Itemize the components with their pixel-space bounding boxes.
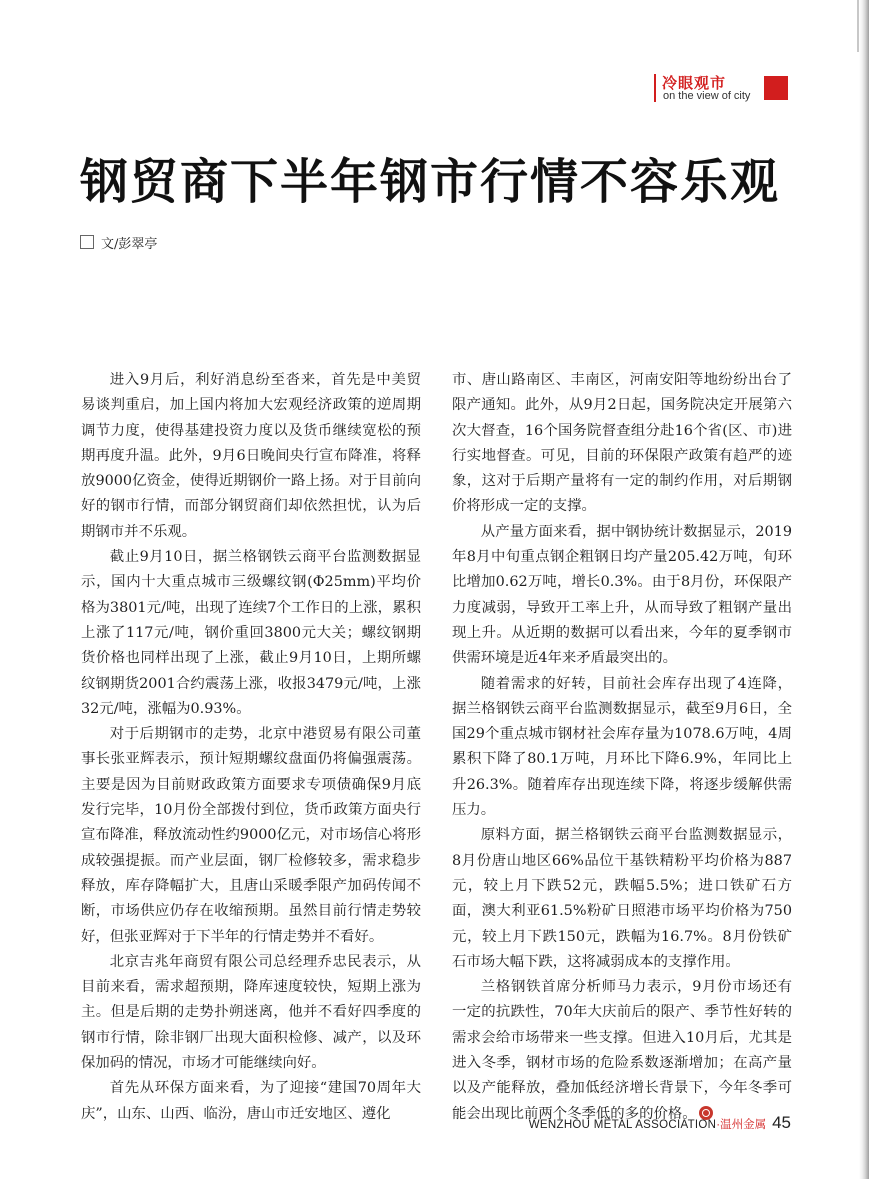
footer-organization: WENZHOU METAL ASSOCIATION (528, 1119, 717, 1131)
paragraph: 随着需求的好转，目前社会库存出现了4连降，据兰格钢铁云商平台监测数据显示，截至9月6日，全国29个重点城市钢材社会库存量为1078.6万吨，4周累积下降了80.1万吨，月环比下降6.9%，年同比上升26.3%。随着库存出现连续下降，将逐步缓解供需压力。 (452, 675, 792, 819)
column-header (654, 74, 790, 104)
paragraph-continuation: 市、唐山路南区、丰南区，河南安阳等地纷纷出台了限产通知。此外，从9月2日起，国务院决定开展第六次大督查，16个国务院督查组分赴16个省(区、市)进行实地督查。可见，目前的环保限产政策有趋严的迹象，这对于后期产量将有一定的制约作用，对后期钢价将形成一定的支撑。 (452, 372, 792, 515)
right-column (452, 368, 792, 1127)
paragraph: 截止9月10日，据兰格钢铁云商平台监测数据显示，国内十大重点城市三级螺纹钢(Φ25mm)平均价格为3801元/吨，出现了连续7个工作日的上涨，累积上涨了117元/吨，钢价重回3800元大关；螺纹钢期货价格也同样出现了上涨，截止9月10日，上期所螺纹钢期货2001合约震荡上涨，收报3479元/吨，上涨32元/吨，涨幅为0.93%。 (81, 549, 421, 717)
paragraph: 原料方面，据兰格钢铁云商平台监测数据显示，8月份唐山地区66%品位干基铁精粉平均价格为887元，较上月下跌52元，跌幅5.5%；进口铁矿石方面，澳大利亚61.5%粉矿日照港市场平均价格为750元，较上月下跌150元，跌幅为16.7%。8月份铁矿石市场大幅下跌，这将减弱成本的支撑作用。 (452, 827, 792, 970)
page-edge-strip (859, 0, 869, 1179)
article-title: 钢贸商下半年钢市行情不容乐观 (80, 154, 781, 210)
paragraph: 对于后期钢市的走势，北京中港贸易有限公司董事长张亚辉表示，预计短期螺纹盘面仍将偏强震荡。主要是因为目前财政政策方面要求专项债确保9月底发行完毕，10月份全部拨付到位，货币政策方面央行宣布降准，释放流动性约9000亿元，对市场信心将形成较强提振。而产业层面，钢厂检修较多，需求稳步释放，库存降幅扩大，且唐山采暖季限产加码传闻不断，市场供应仍存在收缩预期。虽然目前行情走势较好，但张亚辉对于下半年的行情走势并不看好。 (81, 726, 421, 945)
column-square-icon (764, 76, 788, 100)
paragraph: 从产量方面来看，据中钢协统计数据显示，2019年8月中旬重点钢企粗钢日均产量205.42万吨，旬环比增加0.62万吨，增长0.3%。由于8月份，环保限产力度减弱，导致开工率上升，从而导致了粗钢产量出现上升。从近期的数据可以看出来，今年的夏季钢市供需环境是近4年来矛盾最突出的。 (452, 523, 792, 667)
page-number: 45 (772, 1113, 791, 1132)
column-subtitle: on the view of city (663, 90, 751, 102)
column-title: 冷眼观市 (662, 74, 727, 92)
page-edge-strip-top (857, 0, 859, 52)
paragraph: 进入9月后，利好消息纷至沓来，首先是中美贸易谈判重启，加上国内将加大宏观经济政策的逆周期调节力度，使得基建投资力度以及货币继续宽松的预期再度升温。此外，9月6日晚间央行宣布降准，将释放9000亿资金，使得近期钢价一路上扬。对于目前向好的钢市行情，而部分钢贸商们却依然担忧，认为后期钢市并不乐观。 (81, 372, 421, 540)
paragraph: 首先从环保方面来看，为了迎接“建国70周年大庆”，山东、山西、临汾，唐山市迁安地区、遵化 (81, 1080, 421, 1122)
paragraph-final (452, 975, 792, 1127)
page-footer (529, 1113, 791, 1133)
paragraph: 北京吉兆年商贸有限公司总经理乔忠民表示，从目前来看，需求超预期，降库速度较快，短期上涨为主。但是后期的走势扑朔迷离，他并不看好四季度的钢市行情，除非钢厂出现大面积检修、减产，以及环保加码的情况，市场才可能继续向好。 (81, 953, 421, 1072)
byline-square-icon (80, 235, 94, 249)
footer-magazine-name: 温州金属 (720, 1117, 767, 1131)
left-column (81, 368, 421, 1127)
footer-separator: · (716, 1119, 721, 1131)
byline-author: 文/彭翠亭 (101, 237, 158, 252)
paragraph-final-text: 兰格钢铁首席分析师马力表示，9月份市场还有一定的抗跌性，70年大庆前后的限产、季节性好转的需求会给市场带来一些支撑。但进入10月后，尤其是进入冬季，钢材市场的危险系数逐渐增加；在高产量以及产能释放，叠加低经济增长背景下，今年冬季可能会出现比前两个冬季低的多的价格。 (452, 979, 792, 1122)
column-accent-bar (654, 74, 656, 102)
